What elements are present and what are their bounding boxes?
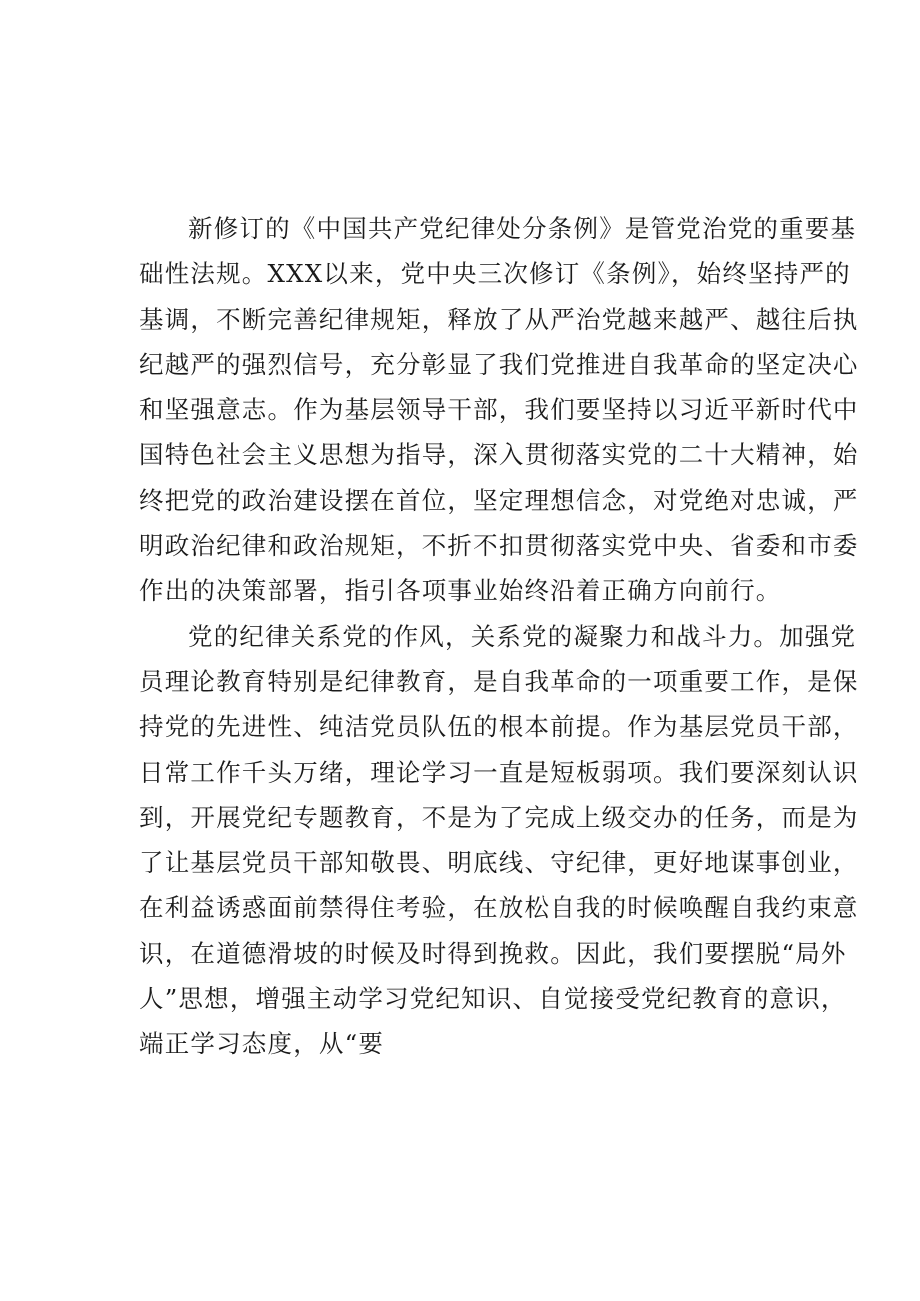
text-line: 党的纪律关系党的作风，关系党的凝聚力和战斗力。加强党 [188,621,857,651]
text-line: 端正学习态度，从“要 [139,1029,385,1059]
text-line: 国特色社会主义思想为指导，深入贯彻落实党的二十大精神，始 [139,440,859,470]
text-line: 基调，不断完善纪律规矩，释放了从严治党越来越严、越往后执 [139,304,859,334]
text-line: 础性法规。XXX以来，党中央三次修订《条例》，始终坚持严的 [139,259,851,289]
text-line: 到，开展党纪专题教育，不是为了完成上级交办的任务，而是为 [139,802,859,832]
text-line: 人”思想，增强主动学习党纪知识、自觉接受党纪教育的意识， [139,984,847,1014]
text-line: 终把党的政治建设摆在首位，坚定理想信念，对党绝对忠诚，严 [139,485,859,515]
text-line: 明政治纪律和政治规矩，不折不扣贯彻落实党中央、省委和市委 [139,531,859,561]
text-line: 作出的决策部署，指引各项事业始终沿着正确方向前行。 [139,576,782,606]
text-line: 在利益诱惑面前禁得住考验，在放松自我的时候唤醒自我约束意 [139,893,859,923]
text-line: 了让基层党员干部知敬畏、明底线、守纪律，更好地谋事创业， [139,848,859,878]
paragraph-1 [139,206,859,614]
document-body [139,206,859,1067]
paragraph-2 [139,614,859,1067]
text-line: 和坚强意志。作为基层领导干部，我们要坚持以习近平新时代中 [139,395,859,425]
text-line: 持党的先进性、纯洁党员队伍的根本前提。作为基层党员干部， [139,712,859,742]
text-line: 日常工作千头万绪，理论学习一直是短板弱项。我们要深刻认识 [139,757,859,787]
text-line: 纪越严的强烈信号，充分彰显了我们党推进自我革命的坚定决心 [139,349,859,379]
text-line: 员理论教育特别是纪律教育，是自我革命的一项重要工作，是保 [139,666,859,696]
text-line: 识，在道德滑坡的时候及时得到挽救。因此，我们要摆脱“局外 [139,938,847,968]
text-line: 新修订的《中国共产党纪律处分条例》是管党治党的重要基 [188,214,857,243]
